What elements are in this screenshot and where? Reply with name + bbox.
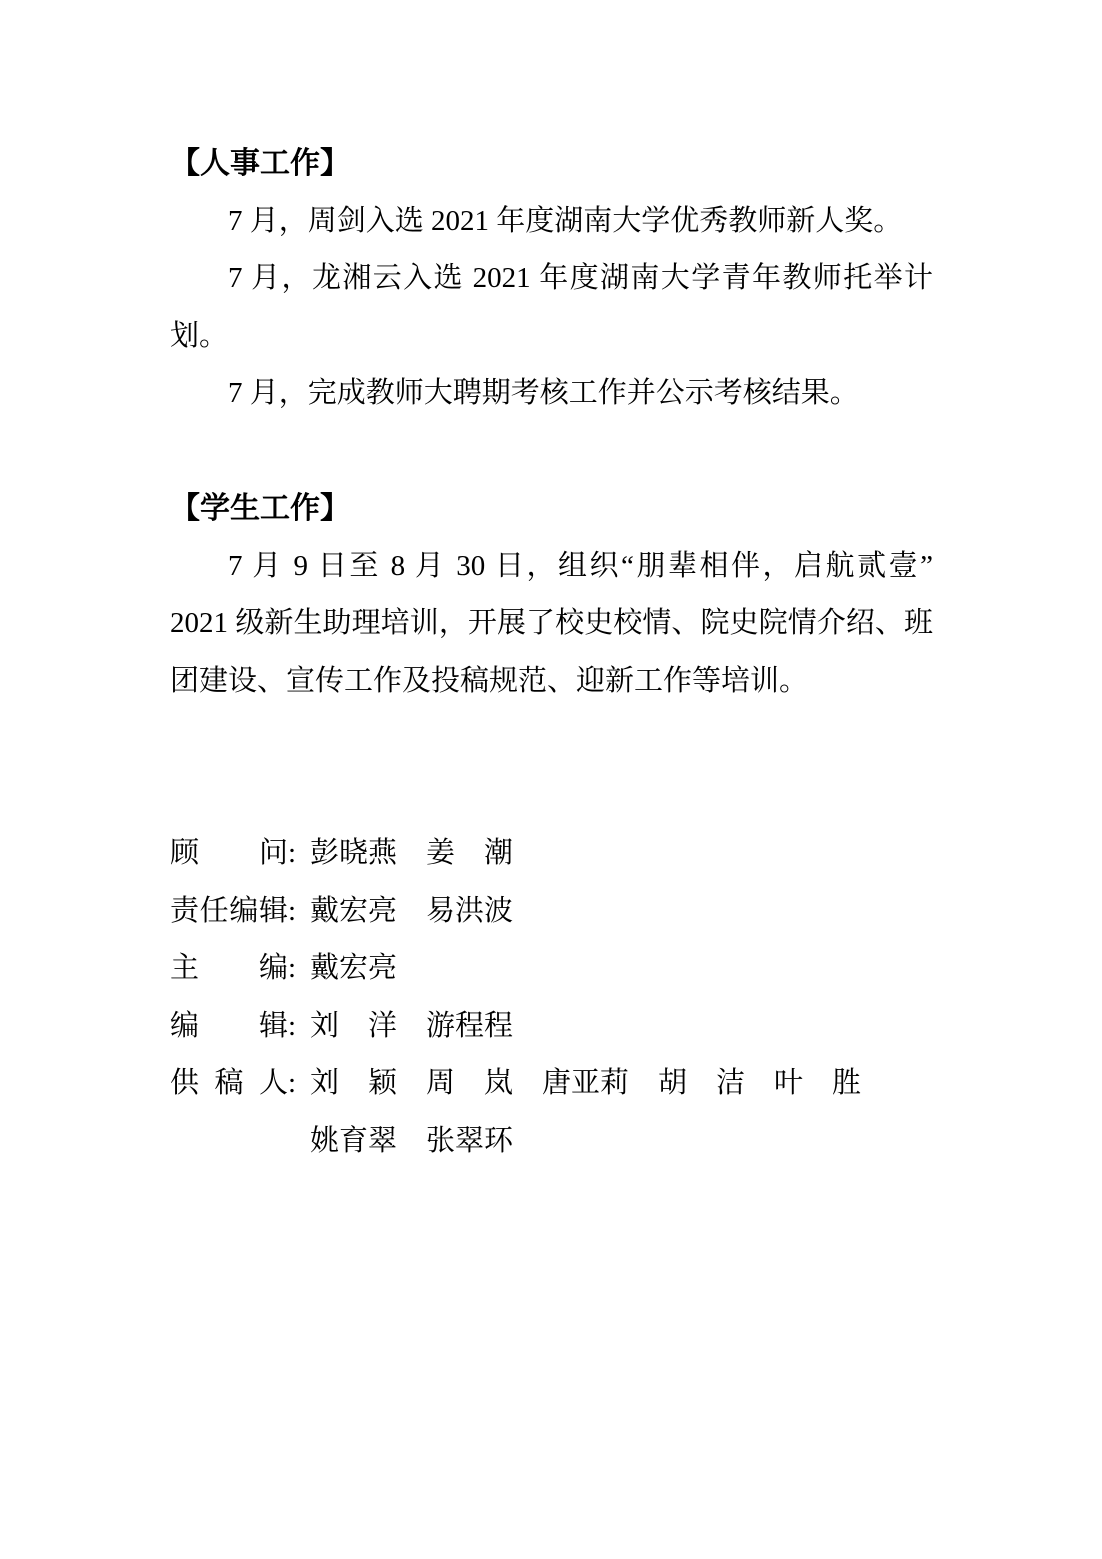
credits-names: 戴宏亮 易洪波: [310, 894, 514, 927]
credits-label: 责任编辑: [170, 894, 288, 927]
credits-row-editor: [170, 998, 933, 1056]
blank-line: [170, 710, 933, 768]
credits-colon: :: [288, 952, 297, 984]
credits-names: 彭晓燕 姜 潮: [310, 837, 514, 869]
credits-label: 编辑: [170, 1009, 288, 1042]
credits-colon: :: [288, 894, 297, 927]
credits-row-managing-editor: [170, 883, 933, 941]
credits-row-chief-editor: [170, 940, 933, 998]
section-header-student: 【学生工作】: [170, 492, 350, 525]
credits-colon: :: [288, 1067, 297, 1099]
credits-colon: :: [288, 837, 297, 869]
credits-names: 刘 颖 周 岚 唐亚莉 胡 洁 叶 胜: [310, 1067, 862, 1099]
body-line: 7 月 9 日至 8 月 30 日，组织“朋辈相伴，启航贰壹”: [228, 549, 933, 582]
credits-label: 供稿人: [170, 1067, 288, 1099]
credits-row-advisor: [170, 825, 933, 883]
blank-line: [170, 768, 933, 826]
credits: [170, 825, 933, 1170]
credits-names: 刘 洋 游程程: [310, 1009, 514, 1042]
body-line: 2021 级新生助理培训，开展了校史校情、院史院情介绍、班: [170, 607, 933, 639]
body-line: 团建设、宣传工作及投稿规范、迎新工作等培训。: [170, 664, 809, 697]
body-line: 7 月，周剑入选 2021 年度湖南大学优秀教师新人奖。: [228, 204, 903, 237]
credits-row-contributors-continued: [170, 1113, 933, 1171]
credits-names: 姚育翠 张翠环: [310, 1124, 514, 1157]
blank-line: [170, 423, 933, 481]
body-line: 7 月，完成教师大聘期考核工作并公示考核结果。: [228, 377, 859, 409]
credits-row-contributors: [170, 1055, 933, 1113]
body-line: 划。: [170, 319, 229, 352]
section-header-personnel: 【人事工作】: [170, 147, 350, 180]
credits-names: 戴宏亮: [310, 952, 398, 984]
body-line: 7 月，龙湘云入选 2021 年度湖南大学青年教师托举计: [228, 262, 933, 294]
credits-colon: :: [288, 1009, 297, 1042]
credits-label: 主编: [170, 952, 288, 984]
credits-label: 顾问: [170, 837, 288, 869]
document-content: [170, 135, 933, 1170]
